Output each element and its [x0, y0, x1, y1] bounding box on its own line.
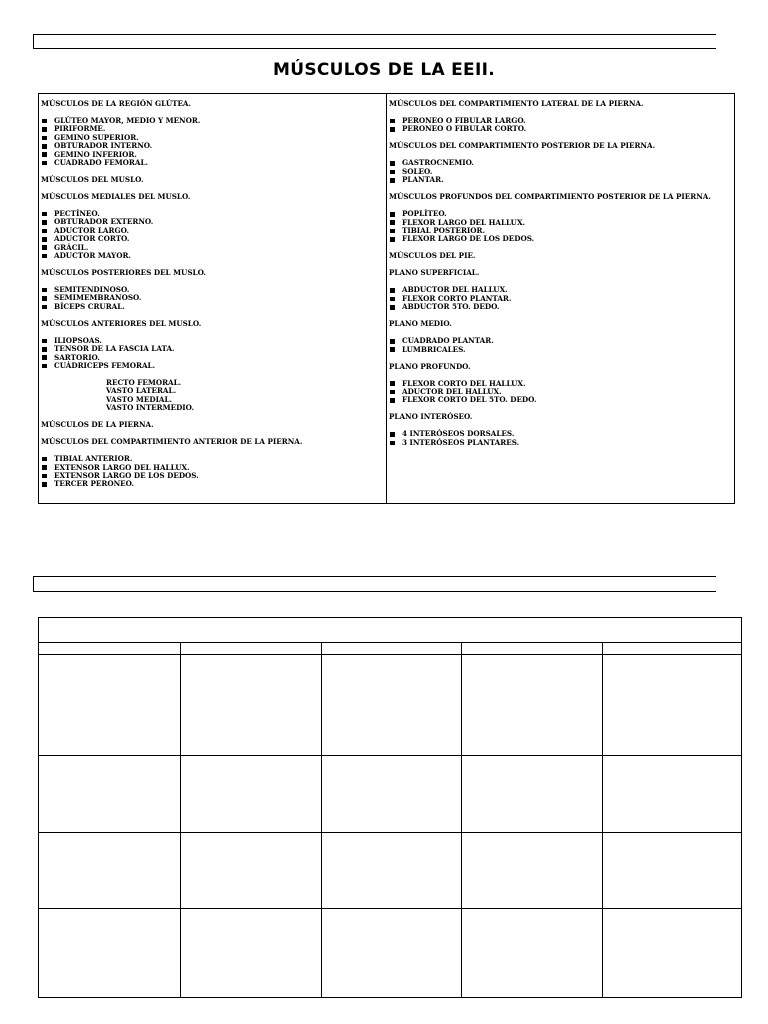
muscle-list: [389, 337, 734, 354]
muscle-item: ILIOPSOAS.: [41, 337, 386, 345]
muscle-item: CUÁDRICEPS FEMORAL.: [41, 362, 386, 370]
section: [41, 269, 386, 311]
muscle-item: SEMITENDINOSO.: [41, 286, 386, 294]
muscle-item: FLEXOR CORTO DEL HALLUX.: [389, 380, 734, 388]
right-column: [387, 94, 734, 503]
section-heading: MÚSCULOS DEL PIE.: [389, 251, 476, 261]
table-row-line: [39, 654, 741, 655]
muscle-item: TIBIAL ANTERIOR.: [41, 455, 386, 463]
section: [389, 413, 734, 447]
muscle-list: [389, 117, 734, 134]
page-title: MÚSCULOS DE LA EEII.: [273, 60, 495, 80]
muscle-item: GRÁCIL.: [41, 244, 386, 252]
section-heading: MÚSCULOS DEL COMPARTIMIENTO POSTERIOR DE LA PIERNA.: [389, 141, 656, 151]
muscle-list: [389, 430, 734, 447]
section-heading: MÚSCULOS MEDIALES DEL MUSLO.: [41, 192, 191, 202]
left-column: [39, 94, 387, 503]
muscle-item: ADUCTOR DEL HALLUX.: [389, 388, 734, 396]
muscle-item: GEMINO INFERIOR.: [41, 151, 386, 159]
muscle-item: OBTURADOR EXTERNO.: [41, 218, 386, 226]
table-column-line: [321, 642, 322, 997]
section: [41, 176, 386, 184]
empty-table: [38, 617, 742, 998]
section-heading: MÚSCULOS DE LA REGIÓN GLÚTEA.: [41, 99, 192, 108]
table-column-line: [461, 642, 462, 997]
muscle-item: POPLÍTEO.: [389, 210, 734, 218]
top-header-bar: [33, 34, 716, 49]
section: [41, 100, 386, 167]
muscle-list: [41, 117, 386, 167]
section-heading: MÚSCULOS DEL COMPARTIMIENTO LATERAL DE LA PIERNA.: [389, 99, 644, 108]
table-row-line: [39, 642, 741, 643]
muscle-item: FLEXOR CORTO DEL 5TO. DEDO.: [389, 396, 734, 404]
muscle-item: PERONEO O FIBULAR LARGO.: [389, 117, 734, 125]
section-heading: MÚSCULOS PROFUNDOS DEL COMPARTIMIENTO POSTERIOR DE LA PIERNA.: [389, 192, 711, 202]
muscle-item: GASTROCNEMIO.: [389, 159, 734, 167]
table-row-line: [39, 908, 741, 909]
section-heading: MÚSCULOS ANTERIORES DEL MUSLO.: [41, 318, 202, 328]
muscle-item: ABDUCTOR 5TO. DEDO.: [389, 303, 734, 311]
section-heading: MÚSCULOS DE LA PIERNA.: [41, 420, 154, 430]
sub-muscle-item: VASTO MEDIAL.: [106, 394, 173, 404]
muscle-item: TENSOR DE LA FASCIA LATA.: [41, 345, 386, 353]
section: [389, 269, 734, 311]
muscle-list: [389, 286, 734, 311]
section: [389, 252, 734, 260]
section: [389, 100, 734, 134]
muscle-item: SEMIMEMBRANOSO.: [41, 294, 386, 302]
section-heading: MÚSCULOS DEL MUSLO.: [41, 175, 144, 185]
muscle-item: SOLEO.: [389, 168, 734, 176]
muscle-item: FLEXOR LARGO DE LOS DEDOS.: [389, 235, 734, 243]
muscle-item: CUADRADO PLANTAR.: [389, 337, 734, 345]
muscle-item: ADUCTOR LARGO.: [41, 227, 386, 235]
section: [389, 142, 734, 184]
muscle-list: [41, 286, 386, 311]
middle-header-bar: [33, 576, 716, 592]
sub-muscle-item: RECTO FEMORAL.: [106, 377, 182, 387]
muscle-item: BÍCEPS CRURAL.: [41, 303, 386, 311]
section: [41, 438, 386, 489]
muscle-list: [389, 210, 734, 244]
muscle-item: CUADRADO FEMORAL.: [41, 159, 386, 167]
section-heading: PLANO INTERÓSEO.: [389, 412, 473, 422]
muscle-item: OBTURADOR INTERNO.: [41, 142, 386, 150]
table-column-line: [602, 642, 603, 997]
section-heading: MÚSCULOS POSTERIORES DEL MUSLO.: [41, 268, 206, 278]
section: [41, 421, 386, 429]
muscle-item: ADUCTOR CORTO.: [41, 235, 386, 243]
muscle-item: EXTENSOR LARGO DE LOS DEDOS.: [41, 472, 386, 480]
muscle-item: PLANTAR.: [389, 176, 734, 184]
muscle-item: GLÚTEO MAYOR, MEDIO Y MENOR.: [41, 117, 386, 125]
muscle-item: EXTENSOR LARGO DEL HALLUX.: [41, 464, 386, 472]
muscle-item: GEMINO SUPERIOR.: [41, 134, 386, 142]
section: [389, 193, 734, 244]
table-row-line: [39, 755, 741, 756]
muscle-item: ADUCTOR MAYOR.: [41, 252, 386, 260]
muscle-item: PERONEO O FIBULAR CORTO.: [389, 125, 734, 133]
sub-muscle-item: VASTO INTERMEDIO.: [106, 403, 194, 413]
muscle-item: LUMBRICALES.: [389, 346, 734, 354]
muscle-item: SARTORIO.: [41, 354, 386, 362]
muscle-item: 4 INTERÓSEOS DORSALES.: [389, 430, 734, 438]
sub-muscle-item: VASTO LATERAL.: [106, 386, 177, 396]
muscle-item: TERCER PERONEO.: [41, 480, 386, 488]
section-heading: PLANO PROFUNDO.: [389, 361, 471, 371]
section: [389, 320, 734, 354]
muscle-item: TIBIAL POSTERIOR.: [389, 227, 734, 235]
table-column-line: [180, 642, 181, 997]
section: [41, 320, 386, 413]
sub-muscle-list: [41, 379, 386, 413]
muscle-list-box: [38, 93, 735, 504]
section-heading: PLANO MEDIO.: [389, 319, 452, 329]
table-row-line: [39, 832, 741, 833]
section: [389, 363, 734, 405]
muscle-item: ABDUCTOR DEL HALLUX.: [389, 286, 734, 294]
muscle-list: [389, 380, 734, 405]
section-heading: PLANO SUPERFICIAL.: [389, 268, 480, 278]
muscle-list: [41, 337, 386, 371]
muscle-item: PECTÍNEO.: [41, 210, 386, 218]
muscle-list: [389, 159, 734, 184]
muscle-list: [41, 210, 386, 260]
muscle-list: [41, 455, 386, 489]
section: [41, 193, 386, 260]
muscle-item: FLEXOR CORTO PLANTAR.: [389, 295, 734, 303]
muscle-item: PIRIFORME.: [41, 125, 386, 133]
section-heading: MÚSCULOS DEL COMPARTIMIENTO ANTERIOR DE LA PIERNA.: [41, 437, 303, 447]
muscle-item: 3 INTERÓSEOS PLANTARES.: [389, 439, 734, 447]
muscle-item: FLEXOR LARGO DEL HALLUX.: [389, 219, 734, 227]
